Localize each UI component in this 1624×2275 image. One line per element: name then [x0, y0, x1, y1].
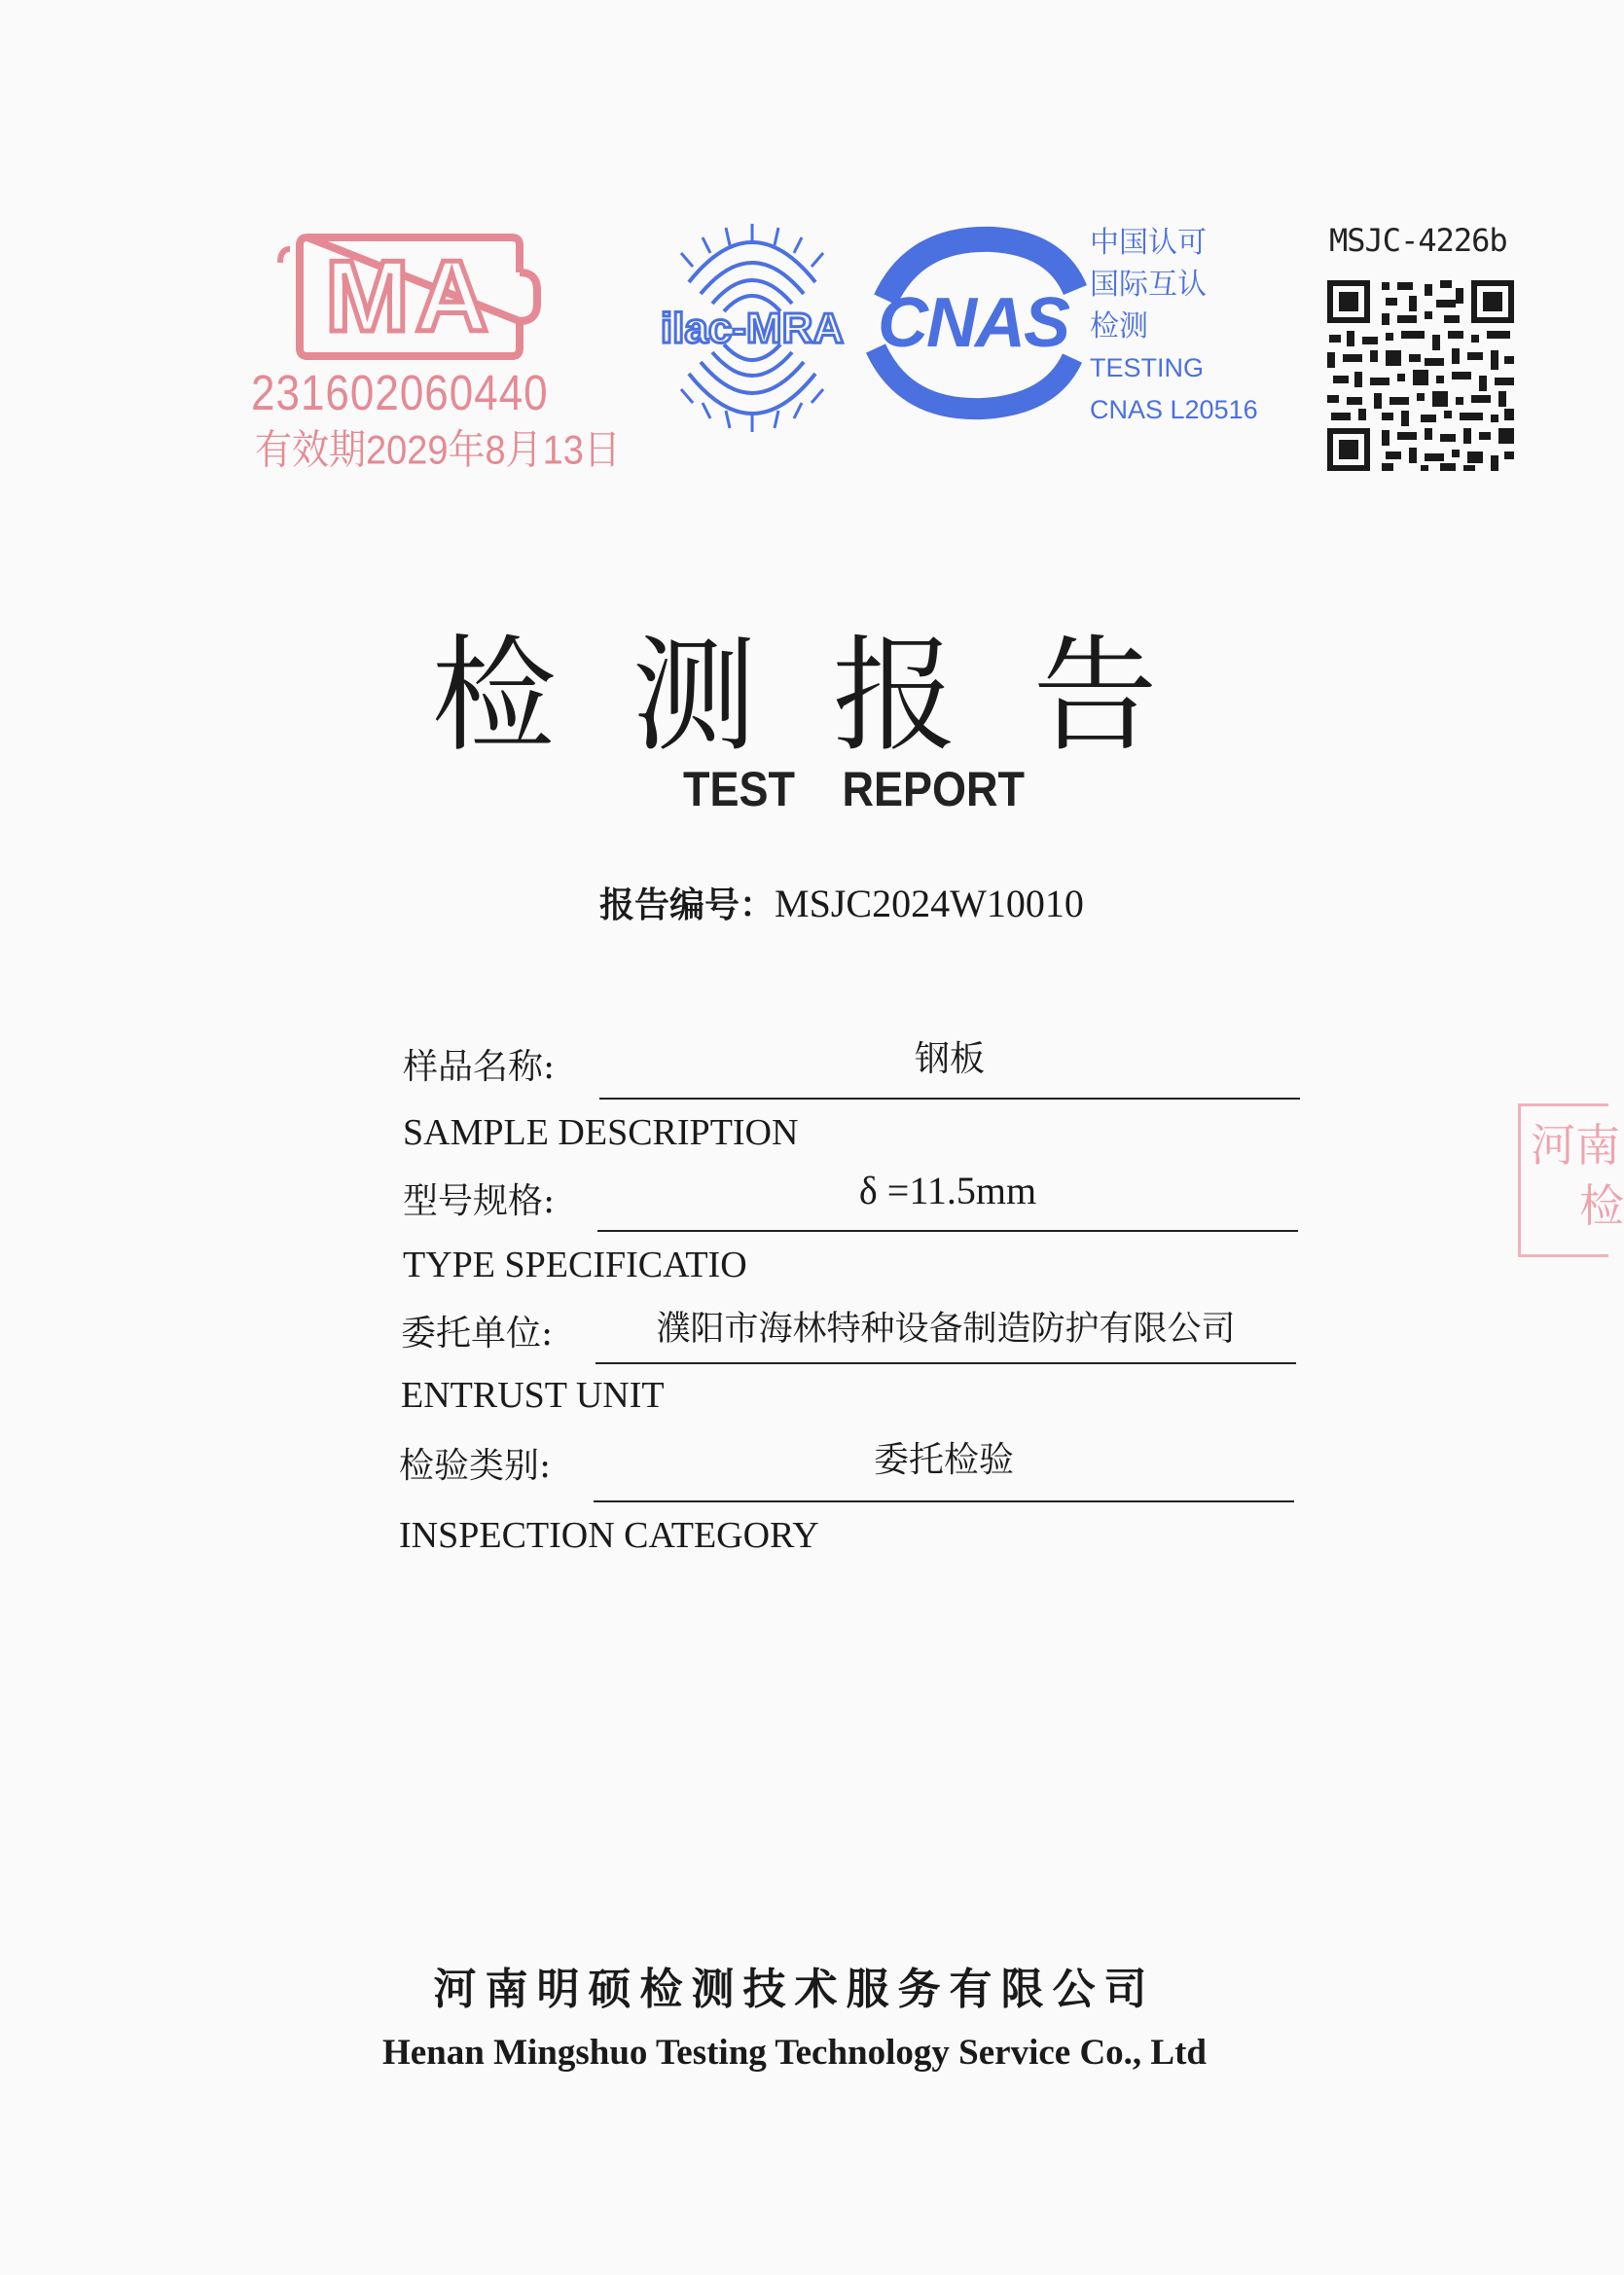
entrust-unit-underline [595, 1362, 1296, 1364]
inspection-category-value: 委托检验 [873, 1440, 1014, 1480]
company-name-cn: 河南明硕检测技术服务有限公司 [433, 1965, 1156, 2014]
report-number-value: MSJC2024W10010 [775, 882, 1084, 925]
sample-description-sub: SAMPLE DESCRIPTION [403, 1112, 799, 1153]
type-specification-value: δ =11.5mm [858, 1169, 1037, 1212]
cma-validity: 有效期2029年8月13日 [255, 428, 621, 474]
report-title-cn: 检测报告 [431, 624, 1234, 769]
cma-stamp [251, 234, 621, 474]
ilac-mark-text: ilac-MRA [660, 305, 845, 352]
sample-description-underline [599, 1098, 1300, 1100]
cma-cert-number: 231602060440 [251, 366, 549, 421]
cnas-line: 检测 [1090, 310, 1148, 343]
cnas-logo [856, 232, 1090, 416]
inspection-category-sub: INSPECTION CATEGORY [399, 1515, 819, 1556]
qr-code-icon[interactable] [1327, 280, 1514, 471]
company-name-en: Henan Mingshuo Testing Technology Service Co., Ltd [381, 2033, 1208, 2073]
edge-stamp-text: 河南 [1531, 1119, 1620, 1172]
cma-mark-text: MA [325, 240, 494, 353]
cnas-line: 中国认可 [1090, 227, 1207, 259]
report-number [599, 878, 1084, 927]
report-number-label: 报告编号： [599, 885, 776, 925]
inspection-category-underline [594, 1500, 1294, 1502]
cma-logo [278, 234, 541, 360]
entrust-unit-value: 濮阳市海林特种设备制造防护有限公司 [656, 1310, 1236, 1349]
ilac-mra-logo [650, 222, 854, 436]
entrust-unit-sub: ENTRUST UNIT [401, 1375, 665, 1416]
type-specification-label: 型号规格: [403, 1181, 556, 1221]
cnas-line: TESTING [1090, 353, 1205, 382]
entrust-unit-label: 委托单位: [401, 1314, 554, 1354]
sample-description-value: 钢板 [914, 1039, 985, 1079]
edge-stamp [1518, 1103, 1624, 1257]
cnas-accreditation-text [1090, 222, 1258, 431]
type-specification-underline [597, 1230, 1298, 1232]
type-specification-sub: TYPE SPECIFICATIO [403, 1245, 747, 1285]
document-serial: MSJC-4226b [1329, 222, 1507, 259]
cnas-line: CNAS L20516 [1090, 395, 1258, 424]
report-title-en: TEST REPORT [683, 762, 1026, 816]
cnas-mark-text: CNAS [877, 284, 1069, 362]
cnas-line: 国际互认 [1090, 269, 1207, 301]
sample-description-label: 样品名称: [403, 1047, 556, 1087]
edge-stamp-char: 检 [1579, 1179, 1624, 1232]
inspection-category-label: 检验类别: [399, 1446, 552, 1486]
